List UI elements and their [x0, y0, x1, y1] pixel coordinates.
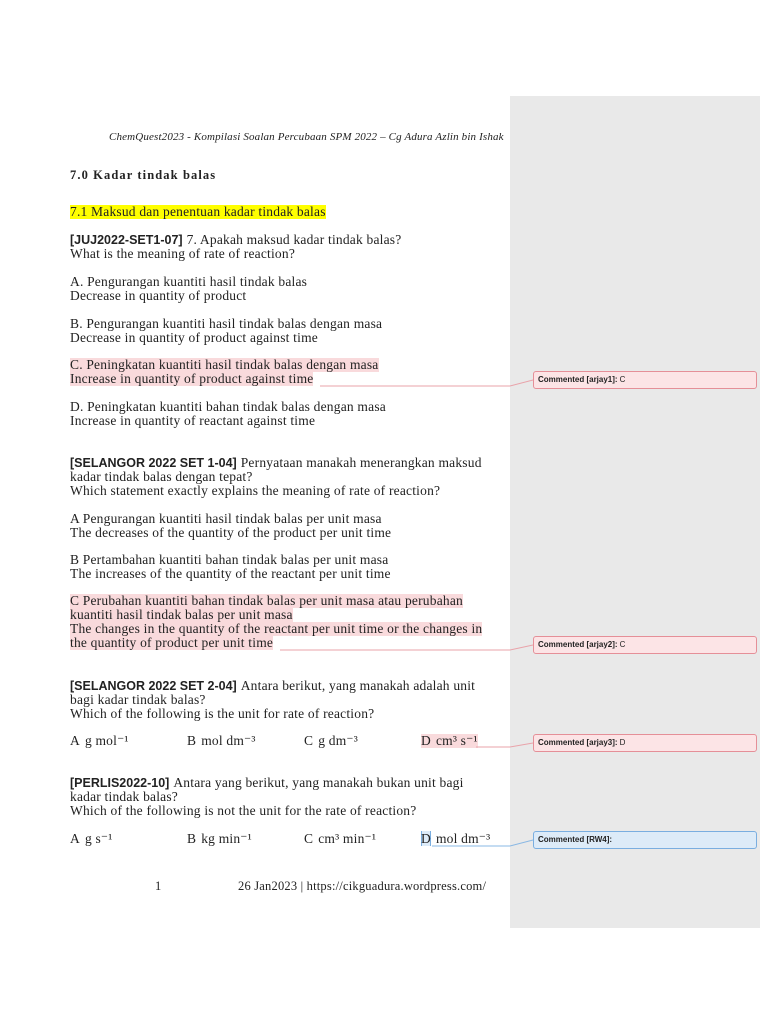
comment-label: Commented [arjay1]: — [538, 375, 618, 384]
option-text-ms: A. Pengurangan kuantiti hasil tindak balas — [70, 274, 308, 289]
option-unit: mol dm⁻³ — [435, 831, 491, 846]
option-text-ms-commented: kuantiti hasil tindak balas per unit masa — [70, 607, 293, 622]
comment-label: Commented [arjay2]: — [538, 640, 618, 649]
option-text-ms: B Pertambahan kuantiti bahan tindak balas per unit masa — [70, 552, 389, 567]
option-unit: mol dm⁻³ — [201, 733, 256, 748]
option-text-ms: D. Peningkatan kuantiti bahan tindak balas dengan masa — [70, 399, 386, 414]
option-text-ms-commented: C Perubahan kuantiti bahan tindak balas per unit masa atau perubahan — [70, 593, 463, 608]
option-unit: kg min⁻¹ — [201, 831, 252, 846]
footer-text: 26 Jan2023 | https://cikguadura.wordpress.com/ — [238, 879, 487, 893]
option-unit: cm³ s⁻¹ — [435, 733, 478, 748]
option-commented-highlight — [421, 734, 478, 748]
option-text-en: Decrease in quantity of product — [70, 288, 247, 303]
question-2-option-a — [70, 512, 391, 540]
option-unit: g s⁻¹ — [84, 831, 113, 846]
option-text-en-commented: the quantity of product per unit time — [70, 635, 274, 650]
option-text-ms: B. Pengurangan kuantiti hasil tindak balas dengan masa — [70, 316, 383, 331]
option-letter: D — [421, 733, 431, 748]
option-letter: C — [304, 733, 314, 748]
question-1-option-a — [70, 275, 307, 303]
question-stem-line — [70, 679, 475, 693]
option-letter: C — [304, 831, 314, 846]
comment-balloon-2[interactable] — [533, 636, 757, 654]
question-text: Pernyataan manakah menerangkan maksud — [240, 455, 482, 470]
question-code: [SELANGOR 2022 SET 2-04] — [70, 679, 237, 693]
question-stem-line — [70, 456, 482, 470]
option-d — [421, 734, 538, 748]
comment-label: Commented [arjay3]: — [538, 738, 618, 747]
option-text-ms: A Pengurangan kuantiti hasil tindak balas per unit masa — [70, 511, 382, 526]
question-stem-line — [70, 233, 401, 247]
question-3-options — [70, 734, 538, 748]
option-letter: A — [70, 733, 80, 748]
question-1-stem — [70, 233, 401, 261]
option-a — [70, 734, 187, 748]
question-2-stem — [70, 456, 482, 498]
comment-balloon-4[interactable] — [533, 831, 757, 849]
comment-pane — [510, 96, 760, 928]
option-c — [304, 832, 421, 846]
question-4-options — [70, 832, 538, 846]
option-b — [187, 734, 304, 748]
subtopic-block — [70, 205, 326, 219]
option-letter: B — [187, 831, 197, 846]
option-text-en: The decreases of the quantity of the product per unit time — [70, 525, 392, 540]
subtopic-heading: 7.1 Maksud dan penentuan kadar tindak balas — [70, 204, 326, 219]
option-letter: A — [70, 831, 80, 846]
question-code: [JUJ2022-SET1-07] — [70, 233, 183, 247]
question-text: What is the meaning of rate of reaction? — [70, 246, 296, 261]
option-b — [187, 832, 304, 846]
option-text-ms-commented: C. Peningkatan kuantiti hasil tindak balas dengan masa — [70, 357, 379, 372]
option-letter-commented: D — [421, 831, 431, 846]
question-text: Antara berikut, yang manakah adalah unit — [240, 678, 476, 693]
option-text-en: The increases of the quantity of the reactant per unit time — [70, 566, 391, 581]
question-stem-line — [70, 776, 464, 790]
question-code: [PERLIS2022-10] — [70, 776, 170, 790]
question-1-option-b — [70, 317, 382, 345]
comment-balloon-3[interactable] — [533, 734, 757, 752]
document-header: ChemQuest2023 - Kompilasi Soalan Percubaan SPM 2022 – Cg Adura Azlin bin Ishak — [109, 131, 504, 143]
question-text: bagi kadar tindak balas? — [70, 692, 206, 707]
question-3-stem — [70, 679, 475, 721]
option-unit: g dm⁻³ — [318, 733, 358, 748]
question-1-option-d — [70, 400, 386, 428]
comment-balloon-1[interactable] — [533, 371, 757, 389]
option-text-en-commented: The changes in the quantity of the reactant per unit time or the changes in — [70, 621, 483, 636]
question-text: Antara yang berikut, yang manakah bukan unit bagi — [173, 775, 464, 790]
option-unit: cm³ min⁻¹ — [318, 831, 377, 846]
page-number: 1 — [155, 879, 162, 893]
option-text-en-commented: Increase in quantity of product against time — [70, 371, 314, 386]
question-text: 7. Apakah maksud kadar tindak balas? — [186, 232, 402, 247]
question-text: kadar tindak balas dengan tepat? — [70, 469, 253, 484]
question-text: Which of the following is the unit for rate of reaction? — [70, 706, 375, 721]
question-2-option-b — [70, 553, 391, 581]
question-text: Which statement exactly explains the meaning of rate of reaction? — [70, 483, 441, 498]
comment-label: Commented [RW4]: — [538, 835, 613, 844]
option-a — [70, 832, 187, 846]
comment-body: C — [619, 640, 626, 649]
question-text: kadar tindak balas? — [70, 789, 179, 804]
comment-body: C — [619, 375, 626, 384]
question-code: [SELANGOR 2022 SET 1-04] — [70, 456, 237, 470]
question-1-option-c — [70, 358, 379, 386]
option-unit: g mol⁻¹ — [84, 733, 129, 748]
question-2-option-c — [70, 594, 482, 650]
option-d — [421, 832, 538, 846]
comment-body: D — [619, 738, 626, 747]
chapter-heading: 7.0 Kadar tindak balas — [70, 168, 217, 182]
question-text: Which of the following is not the unit for the rate of reaction? — [70, 803, 417, 818]
question-4-stem — [70, 776, 464, 818]
option-letter: B — [187, 733, 197, 748]
option-c — [304, 734, 421, 748]
option-text-en: Increase in quantity of reactant against time — [70, 413, 316, 428]
option-text-en: Decrease in quantity of product against time — [70, 330, 318, 345]
